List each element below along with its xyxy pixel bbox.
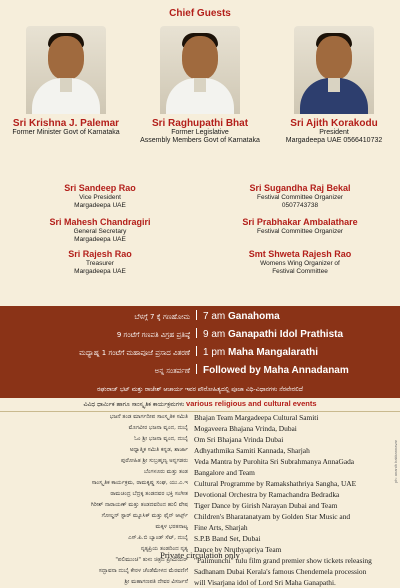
event-kannada: ಗಿರೀಶ್ ನಾರಾಯಣ್ ಮತ್ತು ತಂಡದವರಿಂದ ಹುಲಿ ವೇಷ: [90, 502, 188, 508]
schedule-kannada: ಬೆಳಗ್ಗೆ 7 ಕ್ಕೆ ಗಣಹೋಮ: [134, 313, 190, 321]
event-row: [0, 500, 400, 511]
event-row: [0, 412, 400, 423]
organizer-role: Treasurer Margadeepa UAE: [74, 260, 126, 275]
schedule-row: [0, 328, 400, 342]
organizer-role: General Secretary Margadeepa UAE: [73, 228, 127, 243]
event-row: [0, 478, 400, 489]
pooja-notice: ರಘುರಾಜ್ ಭಟ್ ಮತ್ತು ರಾಜೇಶ್ ಆಚಾರ್ಯ ಇವರ ಪೌರೋಹಿತ್ಯದಲ್ಲಿ ಪೂಜಾ ವಿಧಿ-ವಿಧಾನಗಳು ನೆರವೇರಲಿದೆ: [97, 386, 303, 393]
organizer-name: Sri Sugandha Raj Bekal: [249, 183, 351, 193]
events-list: [0, 412, 400, 588]
organizer-role: Vice President Margadeepa UAE: [74, 194, 126, 209]
footer-note: Private circulation only: [160, 550, 240, 560]
event-kannada: ಭಜನೆ ತಂಡ ಮಾರ್ಗದೀಪ ಸಾಂಸ್ಕೃತಿಕ ಸಮಿತಿ: [109, 414, 188, 420]
event-english: S.P.B Band Set, Dubai: [194, 534, 261, 543]
event-kannada: ಮೊಗವೀರ ಭಜನಾ ವೃಂದ, ದುಬೈ: [128, 425, 188, 431]
event-kannada: ಬೆಂಗಳೂರು ಮತ್ತು ತಂಡ: [144, 469, 188, 475]
event-english: Bangalore and Team: [194, 468, 255, 477]
event-english: Devotional Orchestra by Ramachandra Bedradka: [194, 490, 340, 499]
event-english: Dance by Nruthyapriya Team: [194, 545, 282, 554]
organizer-name: Sri Sandeep Rao: [64, 183, 136, 193]
event-english: Sadhanam Dubai Kerala's famous Chendemela procession: [194, 567, 367, 576]
event-kannada: ಗೋಲ್ಡನ್ ಸ್ಟಾರ್ ಮ್ಯೂಸಿಕ್ ಮತ್ತು ಫೈನ್ ಆರ್ಟ್ಸ್: [101, 513, 188, 519]
organizer: [210, 249, 390, 276]
guest-photo: [160, 26, 240, 114]
event-kannada: ನೃತ್ಯಪ್ರಿಯ ತಂಡದಿಂದ ನೃತ್ಯ: [140, 546, 188, 552]
organizer-role: Womens Wing Organizer of Festival Committee: [260, 260, 340, 275]
schedule-kannada: 9 ಗಂಟೆಗೆ ಗಣಪತಿ ವಿಗ್ರಹ ಪ್ರತಿಷ್ಠೆ: [116, 331, 190, 339]
schedule-event: Ganapathi Idol Prathista: [228, 329, 344, 340]
event-english: Tiger Dance by Girish Narayan Dubai and Team: [194, 501, 338, 510]
event-english: Mogaveera Bhajana Vrinda, Dubai: [194, 424, 297, 433]
guest-name: Sri Krishna J. Palemar: [12, 118, 120, 129]
schedule-event: Maha Mangalarathi: [228, 347, 319, 358]
organizer-name: Sri Rajesh Rao: [68, 249, 132, 259]
event-kannada: ರಾಮಚಂದ್ರ ಬೆದ್ರಕ್ಕ ತಂಡದವರ ಭಕ್ತಿ ಸಂಗೀತ: [110, 491, 188, 497]
schedule-kannada: ಮಧ್ಯಾಹ್ನ 1 ಗಂಟೆಗೆ ಮಹಾಪೂಜೆ ಪ್ರಸಾದ ವಿತರಣೆ: [79, 349, 190, 357]
chief-guests-title: Chief Guests: [169, 8, 231, 19]
schedule-event: Ganahoma: [228, 311, 280, 322]
side-credit: ph: ananth bakkannavar: [393, 440, 398, 483]
events-heading: [0, 398, 400, 412]
guest-card-1: [0, 26, 132, 137]
schedule-event: Followed by Maha Annadanam: [203, 365, 349, 376]
event-english: will Visarjana idol of Lord Sri Maha Ganapathi.: [194, 578, 336, 587]
event-row: [0, 533, 400, 544]
schedule-row: [0, 346, 400, 360]
guest-card-3: [268, 26, 400, 145]
event-row: [0, 566, 400, 577]
event-kannada: ಪುರೋಹಿತ ಶ್ರೀ ಸುಬ್ರಹ್ಮಣ್ಯ ಅನ್ನಗಡರು: [120, 458, 188, 464]
schedule-kannada: ಅನ್ನ ಸಂತರ್ಪಣೆ: [154, 367, 190, 375]
guest-name: Sri Raghupathi Bhat: [151, 118, 249, 129]
event-kannada: ಅಧ್ಯಾತ್ಮಿಕ ಸಮಿತಿ ಕನ್ನಡ, ಶಾರ್ಜಾ: [129, 447, 188, 453]
guest-role: Former Legislative Assembly Members Govt of Karnataka: [140, 129, 260, 144]
event-row: [0, 511, 400, 522]
event-english: Om Sri Bhajana Vrinda Dubai: [194, 435, 284, 444]
schedule-row: [0, 310, 400, 324]
event-row: [0, 456, 400, 467]
event-kannada: ಸಾಂಸ್ಕೃತಿಕ ಕಾರ್ಯಕ್ರಮ, ರಾಮಕೃಷ್ಣ ಸಂಘ, ಯು.ಎ.ಇ: [91, 480, 188, 486]
event-kannada: ಓಂ ಶ್ರೀ ಭಜನಾ ವೃಂದ, ದುಬೈ: [134, 436, 188, 442]
schedule-band: [0, 306, 400, 398]
event-row: [0, 445, 400, 456]
event-row: [0, 467, 400, 478]
organizer: [210, 217, 390, 236]
guest-role: President Margadeepa UAE 0566410732: [285, 129, 383, 144]
event-english: Cultural Programme by Ramakshathriya Sangha, UAE: [194, 479, 357, 488]
events-heading-kannada: ವಿವಿಧ ಧಾರ್ಮಿಕ ಹಾಗೂ ಸಾಂಸ್ಕೃತಿಕ ಕಾರ್ಯಕ್ರಮಗಳು: [83, 401, 185, 408]
event-row: [0, 489, 400, 500]
event-english: "Palimunchi" tulu film grand premier show tickets releasing: [194, 556, 372, 565]
organizer: [10, 217, 190, 244]
event-english: Children's Bharatanatyam by Golden Star Music and: [194, 512, 351, 521]
schedule-time: 9 am: [203, 329, 226, 340]
organizer: [10, 249, 190, 276]
schedule-time: 1 pm: [203, 347, 226, 358]
event-english: Adhyathmika Samiti Kannada, Sharjah: [194, 446, 310, 455]
schedule-row: [0, 364, 400, 378]
guest-card-2: [134, 26, 266, 145]
organizer-name: Smt Shweta Rajesh Rao: [248, 249, 352, 259]
event-row: [0, 577, 400, 588]
event-english: Bhajan Team Margadeepa Cultural Samiti: [194, 413, 319, 422]
guest-role: Former Minister Govt of Karnataka: [12, 129, 120, 136]
organizer-name: Sri Prabhakar Ambalathare: [242, 217, 358, 227]
event-kannada: ಎಸ್.ಪಿ.ಬಿ ಬ್ಯಾಂಡ್ ಸೆಟ್, ದುಬೈ: [128, 535, 188, 541]
organizer-role: Festival Committee Organizer 0507743738: [257, 194, 343, 209]
organizer-role: Festival Committee Organizer: [257, 228, 343, 235]
events-heading-english: various religious and cultural events: [186, 399, 317, 408]
event-kannada: ಮಕ್ಕಳ ಭರತನಾಟ್ಯ: [155, 524, 188, 530]
organizer: [210, 183, 390, 210]
event-kannada: ಸದ್ಭಾವನಾ ದುಬೈ ಕೇರಳ ಚೆಂಡೆಮೇಳದ ಮೆರವಣಿಗೆ: [98, 568, 188, 574]
event-row: [0, 434, 400, 445]
guest-name: Sri Ajith Korakodu: [290, 118, 378, 129]
guest-photo: [294, 26, 374, 114]
event-kannada: "ಪಲಿಮುಂಚಿ" ತುಳು ಚಿತ್ರದ ಪ್ರೀಮಿಯರ್: [115, 557, 188, 563]
organizer-name: Sri Mahesh Chandragiri: [49, 217, 151, 227]
event-kannada: ಶ್ರೀ ಮಹಾಗಣಪತಿ ದೇವರ ವಿಸರ್ಜನೆ: [124, 579, 188, 585]
event-english: Fine Arts, Sharjah: [194, 523, 248, 532]
organizer: [10, 183, 190, 210]
event-row: [0, 522, 400, 533]
event-english: Veda Mantra by Purohita Sri Subrahmanya AnnaGada: [194, 457, 355, 466]
schedule-time: 7 am: [203, 311, 226, 322]
guest-photo: [26, 26, 106, 114]
event-row: [0, 423, 400, 434]
